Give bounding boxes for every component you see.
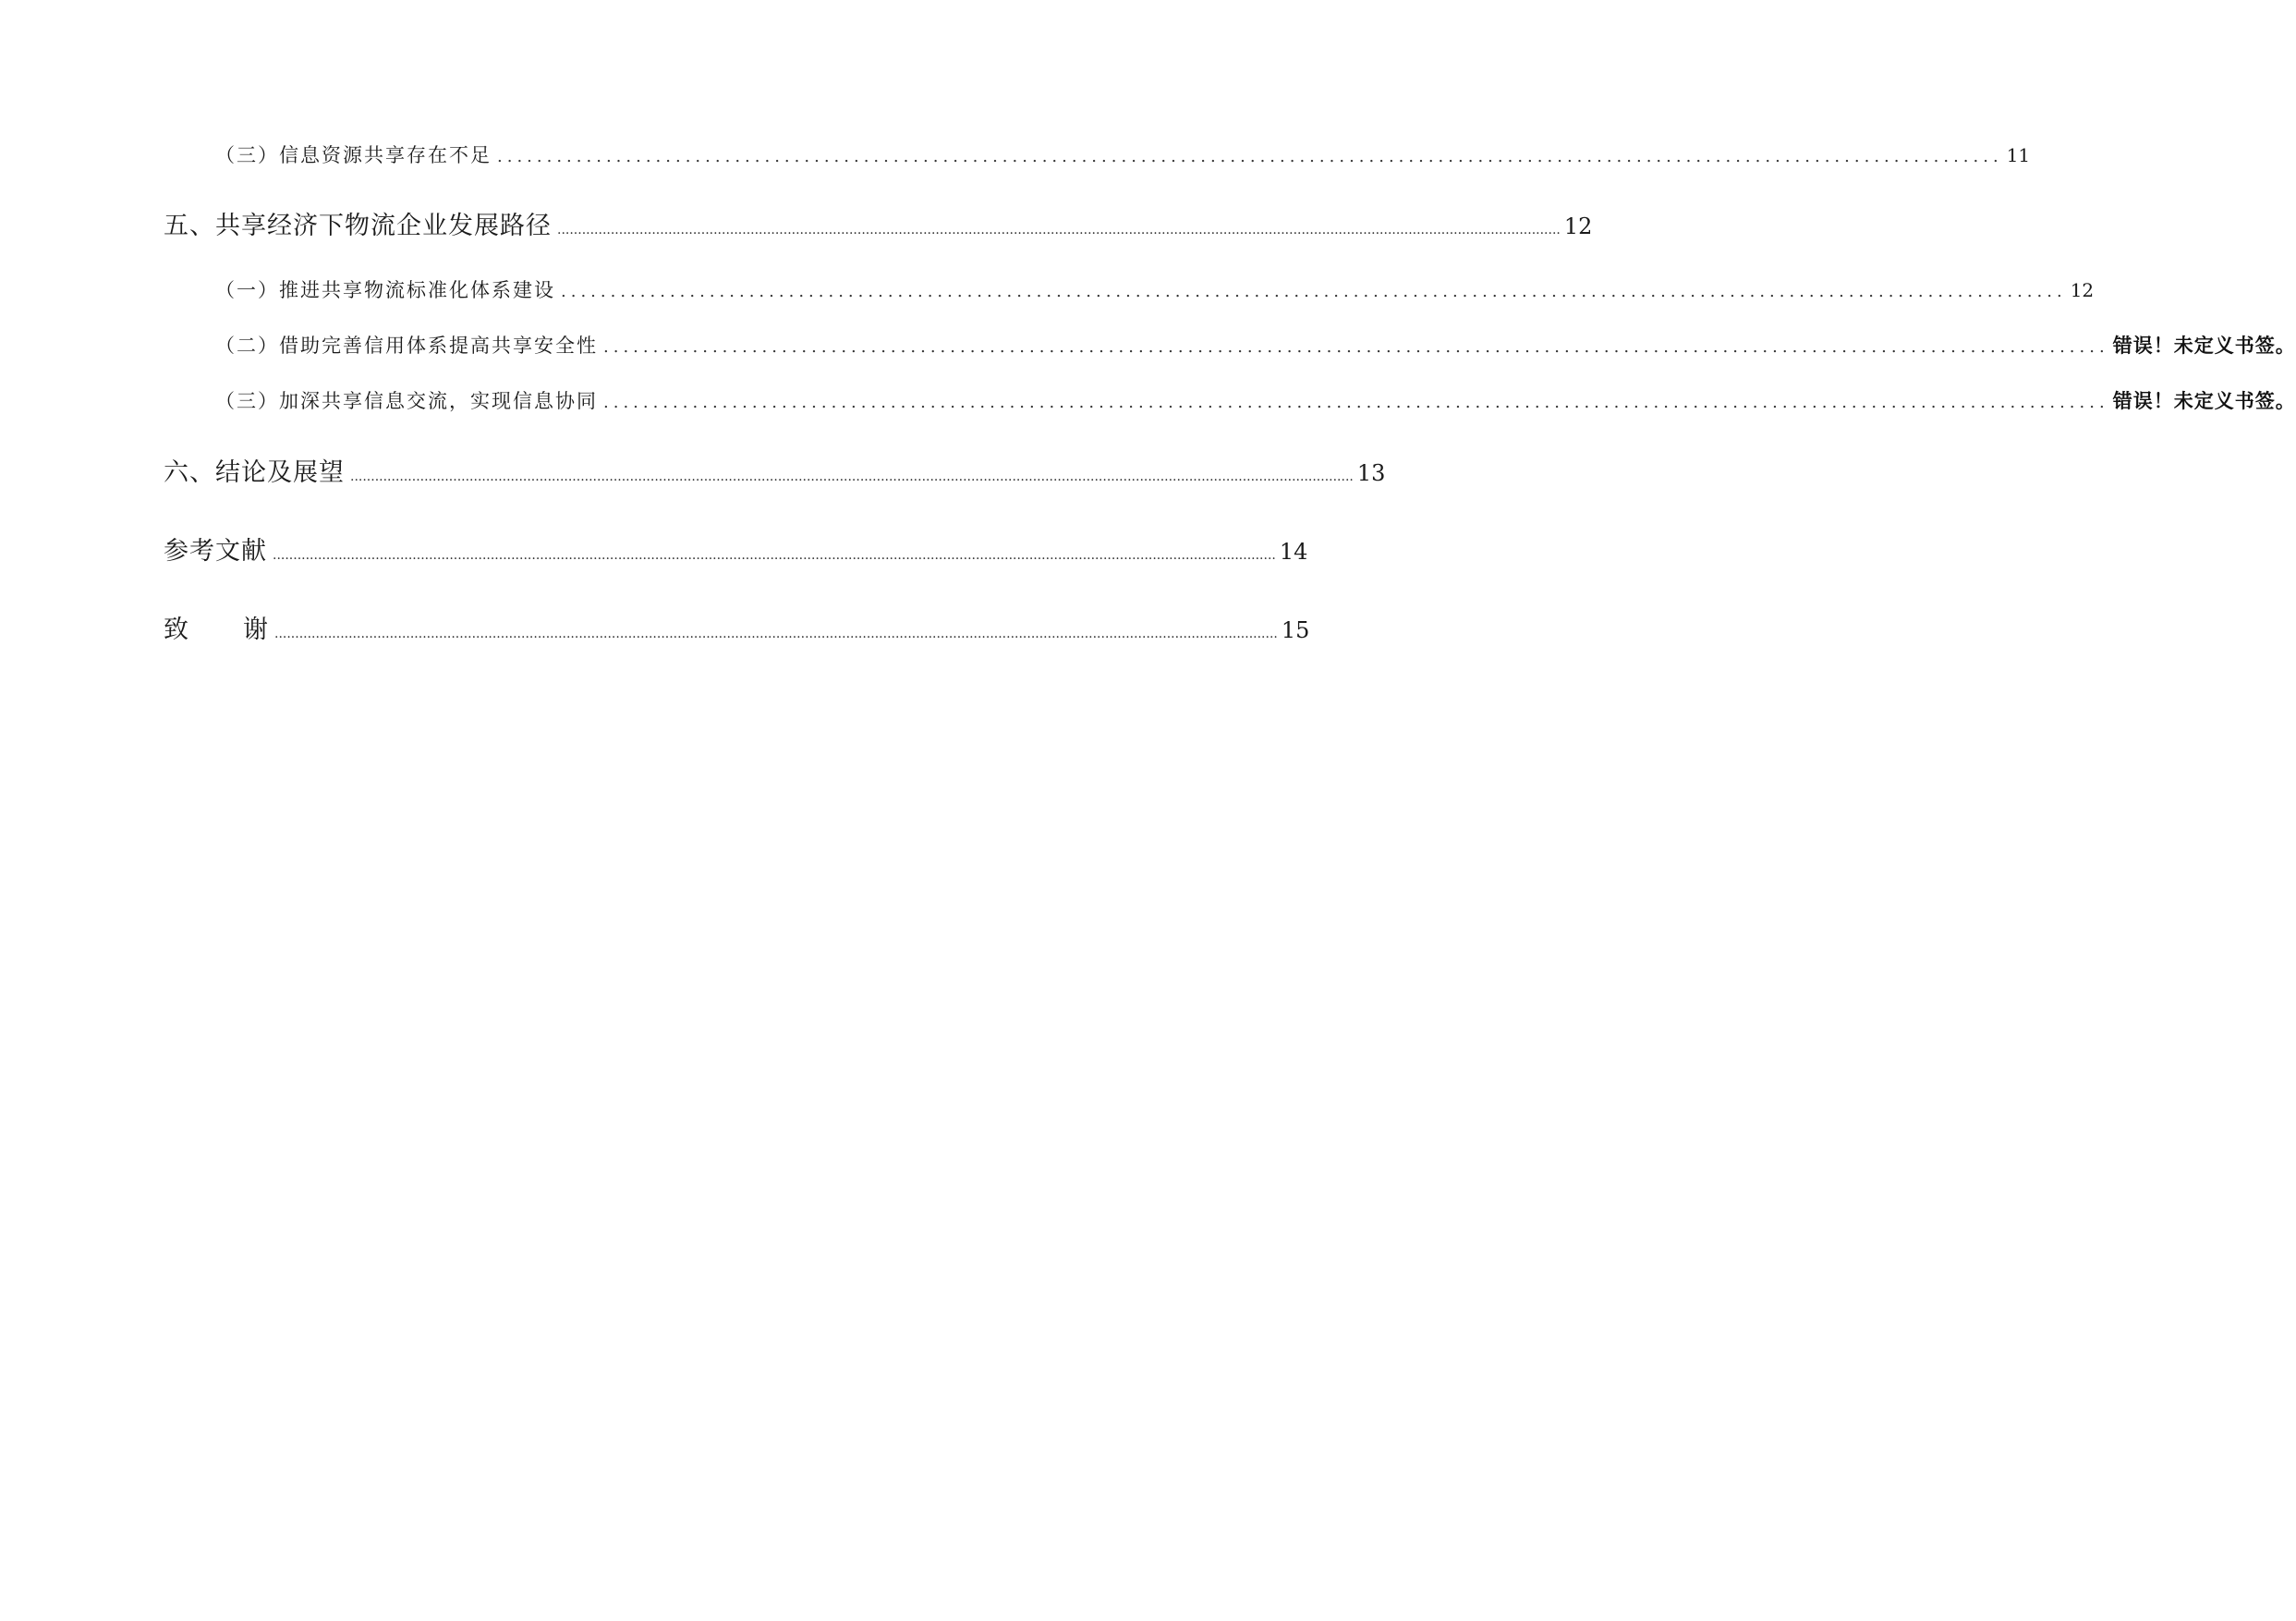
toc-entry-title: （二）借助完善信用体系提高共享安全性 — [215, 335, 598, 357]
toc-entry-page-number: 13 — [1356, 460, 1386, 486]
toc-entry-page-number: 12 — [2070, 279, 2095, 301]
toc-entry-title: 参考文献 — [164, 537, 267, 566]
toc-dot-leader: ........................................................................................................................................................ — [603, 393, 2109, 412]
toc-dot-leader: ........................................................................................................................................................ — [497, 147, 2003, 166]
toc-entry-title-char: 致 — [164, 615, 189, 644]
toc-entry-references[interactable] — [164, 530, 1308, 567]
toc-dot-leader: ........................................................................................................................................................ — [603, 337, 2109, 357]
toc-entry-4-3[interactable] — [215, 140, 2031, 168]
toc-entry-5-3[interactable] — [215, 386, 2296, 414]
toc-entry-title: 五、共享经济下物流企业发展路径 — [164, 212, 552, 240]
toc-entry-title: （一）推进共享物流标准化体系建设 — [215, 279, 555, 301]
toc-entry-bookmark-error: 错误！未定义书签。 — [2112, 390, 2296, 412]
toc-entry-chapter-5[interactable] — [164, 205, 1593, 241]
toc-dot-leader: .................................................................................................................................................................................................................................................... — [273, 548, 1276, 563]
toc-entry-5-1[interactable] — [215, 275, 2095, 303]
toc-dot-leader: ........................................................................................................................................................ — [561, 282, 2067, 301]
toc-entry-title: （三）信息资源共享存在不足 — [215, 144, 492, 166]
toc-entry-page-number: 11 — [2006, 144, 2031, 166]
toc-entry-5-2[interactable] — [215, 331, 2296, 359]
toc-entry-title — [164, 609, 269, 645]
toc-entry-page-number: 15 — [1281, 617, 1310, 643]
toc-entry-title: （三）加深共享信息交流，实现信息协同 — [215, 390, 598, 412]
toc-entry-title-char: 谢 — [243, 615, 269, 644]
toc-dot-leader: .................................................................................................................................................................................................................................................... — [350, 469, 1354, 484]
toc-dot-leader: .................................................................................................................................................................................................................................................... — [557, 223, 1561, 238]
toc-entry-page-number: 14 — [1279, 539, 1308, 565]
toc-entry-chapter-6[interactable] — [164, 452, 1386, 488]
toc-dot-leader: .................................................................................................................................................................................................................................................... — [274, 627, 1278, 641]
toc-entry-title: 六、结论及展望 — [164, 458, 345, 487]
toc-entry-acknowledgements[interactable] — [164, 609, 1310, 645]
toc-entry-bookmark-error: 错误！未定义书签。 — [2112, 335, 2296, 357]
toc-entry-page-number: 12 — [1563, 213, 1593, 239]
